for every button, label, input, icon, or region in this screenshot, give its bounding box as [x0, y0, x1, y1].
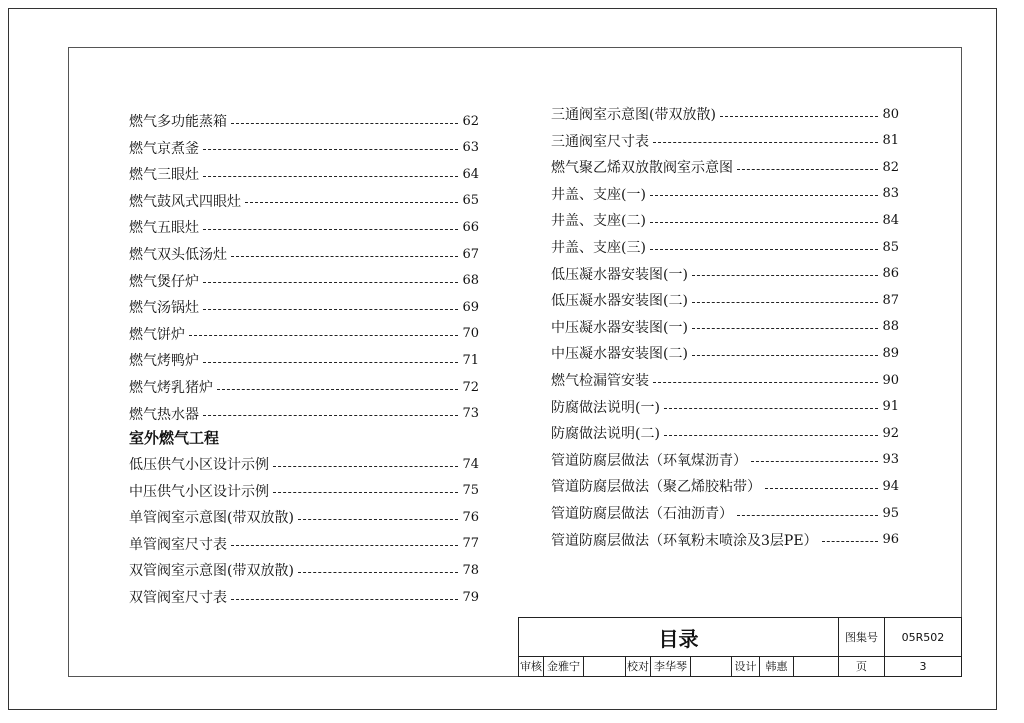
toc-dot-leader [245, 202, 458, 203]
toc-entry [129, 164, 479, 184]
toc-entry-title: 燃气烤鸭炉 [129, 353, 199, 370]
toc-dot-leader [203, 282, 458, 283]
toc-entry-page: 77 [462, 536, 479, 552]
toc-entry-title: 燃气双头低汤灶 [129, 247, 227, 263]
toc-dot-leader [822, 541, 879, 542]
toc-entry-title: 防腐做法说明(二) [551, 426, 660, 443]
toc-entry [551, 530, 899, 550]
toc-entry [129, 481, 479, 501]
toc-entry-page: 73 [462, 406, 479, 422]
toc-entry-title: 单管阀室示意图(带双放散) [129, 510, 294, 527]
toc-entry-page: 82 [882, 159, 899, 175]
toc-entry [129, 271, 479, 291]
toc-entry [129, 454, 479, 474]
toc-dot-leader [653, 142, 878, 143]
toc-entry [551, 210, 899, 230]
toc-dot-leader [653, 382, 878, 383]
section-heading: 室外燃气工程 [129, 429, 220, 447]
toc-entry-title: 燃气多功能蒸箱 [129, 114, 227, 130]
toc-entry-page: 65 [462, 193, 479, 209]
toc-entry-page: 80 [882, 106, 899, 122]
toc-entry-page: 63 [462, 140, 479, 156]
toc-entry [129, 138, 479, 158]
toc-entry-title: 三通阀室尺寸表 [551, 133, 649, 150]
title-block [518, 617, 962, 677]
toc-entry [129, 377, 479, 397]
toc-entry [129, 324, 479, 344]
toc-dot-leader [231, 256, 458, 257]
toc-dot-leader [231, 545, 458, 546]
toc-entry [129, 191, 479, 211]
toc-entry [129, 534, 479, 554]
toc-entry-title: 低压凝水器安装图(一) [551, 266, 688, 283]
toc-entry-page: 85 [882, 239, 899, 255]
toc-entry-page: 66 [462, 219, 479, 235]
toc-entry-page: 64 [462, 166, 479, 182]
toc-entry-page: 87 [882, 292, 899, 308]
toc-entry-page: 72 [462, 379, 479, 395]
toc-entry-page: 96 [882, 532, 899, 548]
toc-entry-title: 燃气汤锅灶 [129, 300, 199, 317]
toc-entry-page: 81 [882, 133, 899, 149]
toc-entry-title: 燃气煲仔炉 [129, 273, 199, 290]
toc-entry-page: 89 [882, 345, 899, 361]
toc-dot-leader [650, 195, 879, 196]
drawing-title: 目录 [519, 618, 839, 656]
toc-entry [129, 111, 479, 131]
toc-entry [551, 104, 899, 124]
toc-entry-title: 井盖、支座(二) [551, 213, 646, 230]
toc-entry-page: 94 [882, 478, 899, 494]
toc-dot-leader [217, 389, 458, 390]
toc-dot-leader [664, 408, 879, 409]
toc-entry-page: 93 [882, 452, 899, 468]
toc-entry-page: 95 [882, 505, 899, 521]
toc-entry-title: 井盖、支座(一) [551, 186, 646, 203]
toc-dot-leader [692, 302, 879, 303]
toc-entry-page: 71 [462, 352, 479, 368]
toc-dot-leader [720, 116, 879, 117]
toc-dot-leader [692, 355, 879, 356]
checker-signature: 李华琴 [651, 656, 691, 676]
toc-entry-title: 中压供气小区设计示例 [129, 483, 269, 500]
atlas-number-label: 图集号 [839, 618, 885, 656]
toc-entry [551, 317, 899, 337]
toc-dot-leader [203, 229, 458, 230]
toc-entry-page: 68 [462, 273, 479, 289]
toc-dot-leader [203, 176, 458, 177]
toc-entry-title: 双管阀室尺寸表 [129, 590, 227, 606]
toc-entry-page: 78 [462, 562, 479, 578]
toc-dot-leader [751, 461, 878, 462]
toc-dot-leader [737, 515, 878, 516]
toc-dot-leader [203, 309, 458, 310]
toc-entry [551, 476, 899, 496]
toc-entry-page: 90 [882, 372, 899, 388]
toc-entry-title: 三通阀室示意图(带双放散) [551, 107, 716, 123]
toc-entry-title: 中压凝水器安装图(二) [551, 346, 688, 363]
toc-dot-leader [189, 335, 458, 336]
page-label: 页 [839, 656, 885, 676]
toc-entry [551, 237, 899, 257]
check-label: 校对 [626, 656, 651, 676]
toc-dot-leader [765, 488, 878, 489]
toc-entry-title: 双管阀室示意图(带双放散) [129, 563, 294, 580]
review-label: 审核 [519, 656, 544, 676]
toc-entry [551, 264, 899, 284]
toc-dot-leader [692, 328, 879, 329]
toc-entry-title: 管道防腐层做法（环氧粉末喷涂及3层PE） [551, 532, 818, 549]
toc-entry [551, 290, 899, 310]
toc-entry [129, 217, 479, 237]
toc-entry-page: 86 [882, 266, 899, 282]
toc-entry-page: 70 [462, 326, 479, 342]
toc-entry [551, 370, 899, 390]
toc-entry-page: 74 [462, 456, 479, 472]
toc-entry-title: 井盖、支座(三) [551, 240, 646, 256]
toc-entry [551, 423, 899, 443]
toc-entry-page: 62 [462, 113, 479, 129]
toc-dot-leader [664, 435, 879, 436]
toc-entry-title: 管道防腐层做法（聚乙烯胶粘带） [551, 479, 761, 496]
toc-entry [129, 587, 479, 607]
toc-entry-page: 69 [462, 299, 479, 315]
toc-entry-title: 燃气聚乙烯双放散阀室示意图 [551, 160, 733, 177]
toc-entry [129, 507, 479, 527]
toc-entry [129, 244, 479, 264]
toc-entry [551, 343, 899, 363]
toc-entry-title: 中压凝水器安装图(一) [551, 319, 688, 336]
toc-entry-page: 84 [882, 212, 899, 228]
toc-dot-leader [650, 249, 879, 250]
toc-entry [129, 350, 479, 370]
toc-entry-page: 83 [882, 186, 899, 202]
toc-entry-page: 75 [462, 483, 479, 499]
toc-entry-page: 88 [882, 319, 899, 335]
toc-dot-leader [273, 466, 458, 467]
atlas-number: 05R502 [901, 630, 945, 644]
toc-entry-title: 燃气五眼灶 [129, 220, 199, 237]
toc-entry-title: 低压凝水器安装图(二) [551, 293, 688, 310]
toc-dot-leader [231, 599, 458, 600]
toc-entry-title: 燃气京煮釜 [129, 140, 199, 157]
toc-dot-leader [298, 519, 459, 520]
toc-entry-page: 67 [462, 246, 479, 262]
toc-entry-title: 燃气饼炉 [129, 326, 185, 343]
toc-entry-title: 单管阀室尺寸表 [129, 536, 227, 553]
toc-entry [551, 131, 899, 151]
design-label: 设计 [732, 656, 760, 676]
toc-entry [551, 450, 899, 470]
toc-dot-leader [203, 415, 458, 416]
toc-dot-leader [650, 222, 879, 223]
toc-dot-leader [737, 169, 878, 170]
check-signature-blank [691, 656, 732, 676]
toc-entry [551, 157, 899, 177]
designer-signature: 韩惠 [760, 656, 794, 676]
toc-entry-page: 76 [462, 509, 479, 525]
toc-entry [129, 297, 479, 317]
design-signature-blank [794, 656, 839, 676]
toc-entry-title: 燃气鼓风式四眼灶 [129, 193, 241, 210]
toc-dot-leader [231, 123, 458, 124]
toc-entry-title: 管道防腐层做法（环氧煤沥青） [551, 452, 747, 469]
toc-entry-title: 燃气烤乳猪炉 [129, 380, 213, 396]
toc-entry [551, 397, 899, 417]
toc-entry-page: 79 [462, 589, 479, 605]
toc-entry-title: 管道防腐层做法（石油沥青） [551, 506, 733, 522]
page-number: 3 [919, 659, 927, 673]
toc-entry-page: 91 [882, 399, 899, 415]
toc-entry [129, 404, 479, 424]
toc-dot-leader [273, 492, 458, 493]
toc-dot-leader [298, 572, 459, 573]
toc-entry-title: 防腐做法说明(一) [551, 399, 660, 416]
review-signature-blank [584, 656, 626, 676]
toc-entry-title: 燃气三眼灶 [129, 167, 199, 184]
toc-dot-leader [203, 362, 458, 363]
toc-entry-title: 燃气检漏管安装 [551, 373, 649, 389]
toc-entry [551, 184, 899, 204]
toc-entry-title: 低压供气小区设计示例 [129, 457, 269, 473]
toc-dot-leader [203, 149, 458, 150]
toc-entry [551, 503, 899, 523]
toc-entry-title: 燃气热水器 [129, 406, 199, 423]
toc-entry-page: 92 [882, 425, 899, 441]
toc-dot-leader [692, 275, 879, 276]
reviewer-signature: 金雅宁 [544, 656, 584, 676]
toc-entry [129, 560, 479, 580]
